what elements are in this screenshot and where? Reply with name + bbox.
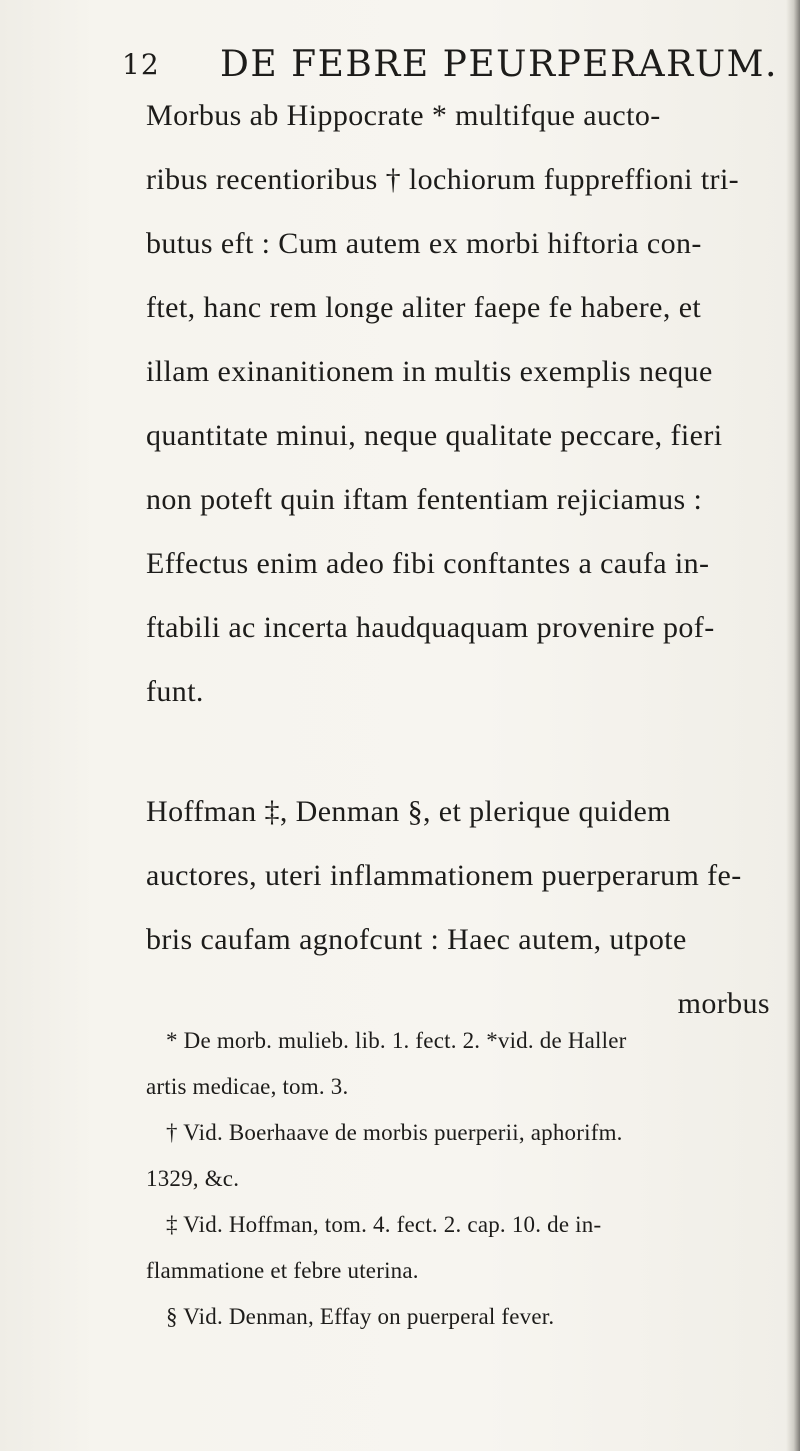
- main-text: [146, 84, 770, 1036]
- text-line: auctores, uteri inflammationem puerperarum fe-: [146, 859, 742, 892]
- footnote-line: ‡ Vid. Hoffman, tom. 4. fect. 2. cap. 10. de in-: [166, 1212, 602, 1237]
- text-line: ribus recentioribus † lochiorum fuppreffioni tri-: [146, 163, 740, 196]
- footnotes: [146, 1018, 770, 1340]
- paragraph-1: [146, 84, 770, 724]
- text-line: Morbus ab Hippocrate * multifque aucto-: [146, 99, 661, 132]
- text-line: funt.: [146, 675, 204, 708]
- text-line: bris caufam agnofcunt : Haec autem, utpote: [146, 923, 687, 956]
- page-edge-shadow: [786, 0, 800, 1451]
- paragraph-2: [146, 780, 770, 1036]
- footnote-line: 1329, &c.: [146, 1166, 240, 1191]
- footnote-line: † Vid. Boerhaave de morbis puerperii, aphorifm.: [166, 1120, 623, 1145]
- text-line: ftet, hanc rem longe aliter faepe fe habere, et: [146, 291, 702, 324]
- footnote-line: § Vid. Denman, Effay on puerperal fever.: [166, 1304, 555, 1329]
- footnote-line: artis medicae, tom. 3.: [146, 1074, 349, 1099]
- text-line: Hoffman ‡, Denman §, et plerique quidem: [146, 795, 671, 828]
- text-line: illam exinanitionem in multis exemplis neque: [146, 355, 713, 388]
- running-title: DE FEBRE PEURPERARUM.: [220, 44, 778, 85]
- footnote-line: flammatione et febre uterina.: [146, 1258, 419, 1283]
- text-line: quantitate minui, neque qualitate peccare, fieri: [146, 419, 723, 452]
- footnote-line: * De morb. mulieb. lib. 1. fect. 2. *vid. de Haller: [166, 1028, 627, 1053]
- paragraph-gap: [146, 724, 770, 780]
- page-number: 12: [122, 48, 160, 81]
- text-line: non poteft quin iftam fententiam rejiciamus :: [146, 483, 703, 516]
- catchword: morbus: [677, 987, 770, 1020]
- text-line: ftabili ac incerta haudquaquam provenire pof-: [146, 611, 715, 644]
- text-line: Effectus enim adeo fibi conftantes a caufa in-: [146, 547, 710, 580]
- text-line: butus eft : Cum autem ex morbi hiftoria con-: [146, 227, 702, 260]
